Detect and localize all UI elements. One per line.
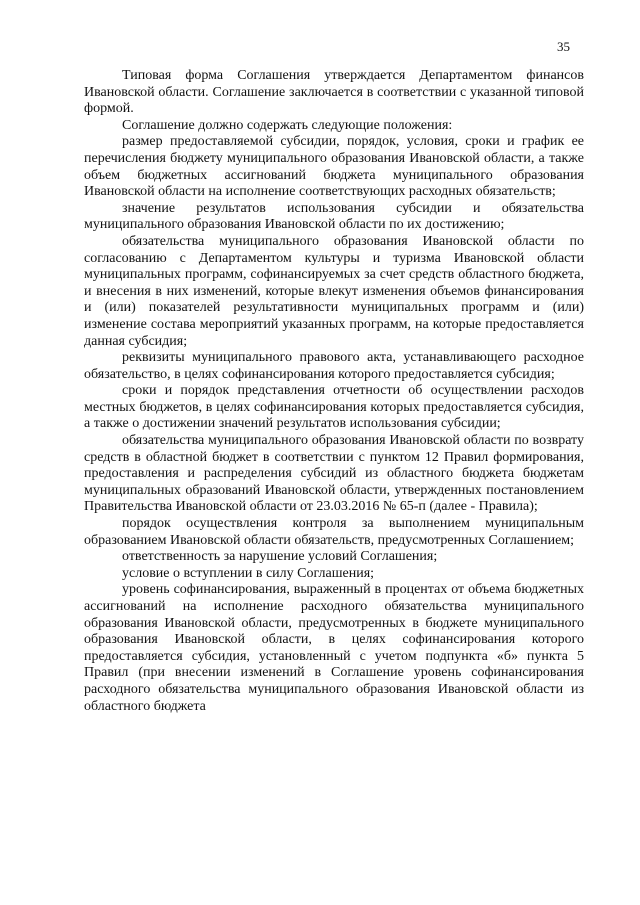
paragraph: порядок осуществления контроля за выполнением муниципальным образованием Ивановской области обязательств, предусмотренных Соглашением; [84,516,584,548]
paragraph: сроки и порядок представления отчетности об осуществлении расходов местных бюджетов, в целях софинансирования которых предоставляется субсидия, а также о достижении значений результатов использования субсидии; [84,383,584,432]
paragraph: значение результатов использования субсидии и обязательства муниципального образования Ивановской области по их достижению; [84,200,584,233]
paragraph: Типовая форма Соглашения утверждается Департаментом финансов Ивановской области. Соглашение заключается в соответствии с указанной типовой формой. [84,68,584,117]
paragraph: реквизиты муниципального правового акта, устанавливающего расходное обязательство, в целях софинансирования которого предоставляется субсидия; [84,350,584,382]
paragraph: ответственность за нарушение условий Соглашения; [122,549,438,565]
paragraph: обязательства муниципального образования Ивановской области по согласованию с Департаментом культуры и туризма Ивановской области муниципальных программ, софинансируемых за счет средств областного бюджета, и внесения в них изменений, которые влекут изменения объемов финансирования и (или) показателей результативности муниципальных программ и (или) изменение состава мероприятий указанных программ, на которые предоставляется данная субсидия; [84,233,584,349]
paragraph: размер предоставляемой субсидии, порядок, условия, сроки и график ее перечисления бюджету муниципального образования Ивановской области, а также объем бюджетных ассигнований бюджета муниципального образования Ивановской области на исполнение соответствующих расходных обязательств; [84,134,584,200]
paragraph: условие о вступлении в силу Соглашения; [122,565,375,581]
paragraph: Соглашение должно содержать следующие положения: [122,117,453,133]
page-number: 35 [557,39,570,54]
paragraph: уровень софинансирования, выраженный в процентах от объема бюджетных ассигнований на исполнение расходного обязательства муниципального образования Ивановской области, предусмотренных в бюджете муниципального образования Ивановской области, в целях софинансирования которого предоставляется субсидия, установленный с учетом подпункта «б» пункта 5 Правил (при внесении изменений в Соглашение уровень софинансирования расходного обязательства муниципального образования Ивановской области из областного бюджета [84,582,584,714]
document-body [84,68,584,715]
paragraph: обязательства муниципального образования Ивановской области по возврату средств в областной бюджет в соответствии с пунктом 12 Правил формирования, предоставления и распределения субсидий из областного бюджета бюджетам муниципальных образований Ивановской области, утвержденных постановлением Правительства Ивановской области от 23.03.2016 № 65-п (далее - Правила); [84,433,584,515]
